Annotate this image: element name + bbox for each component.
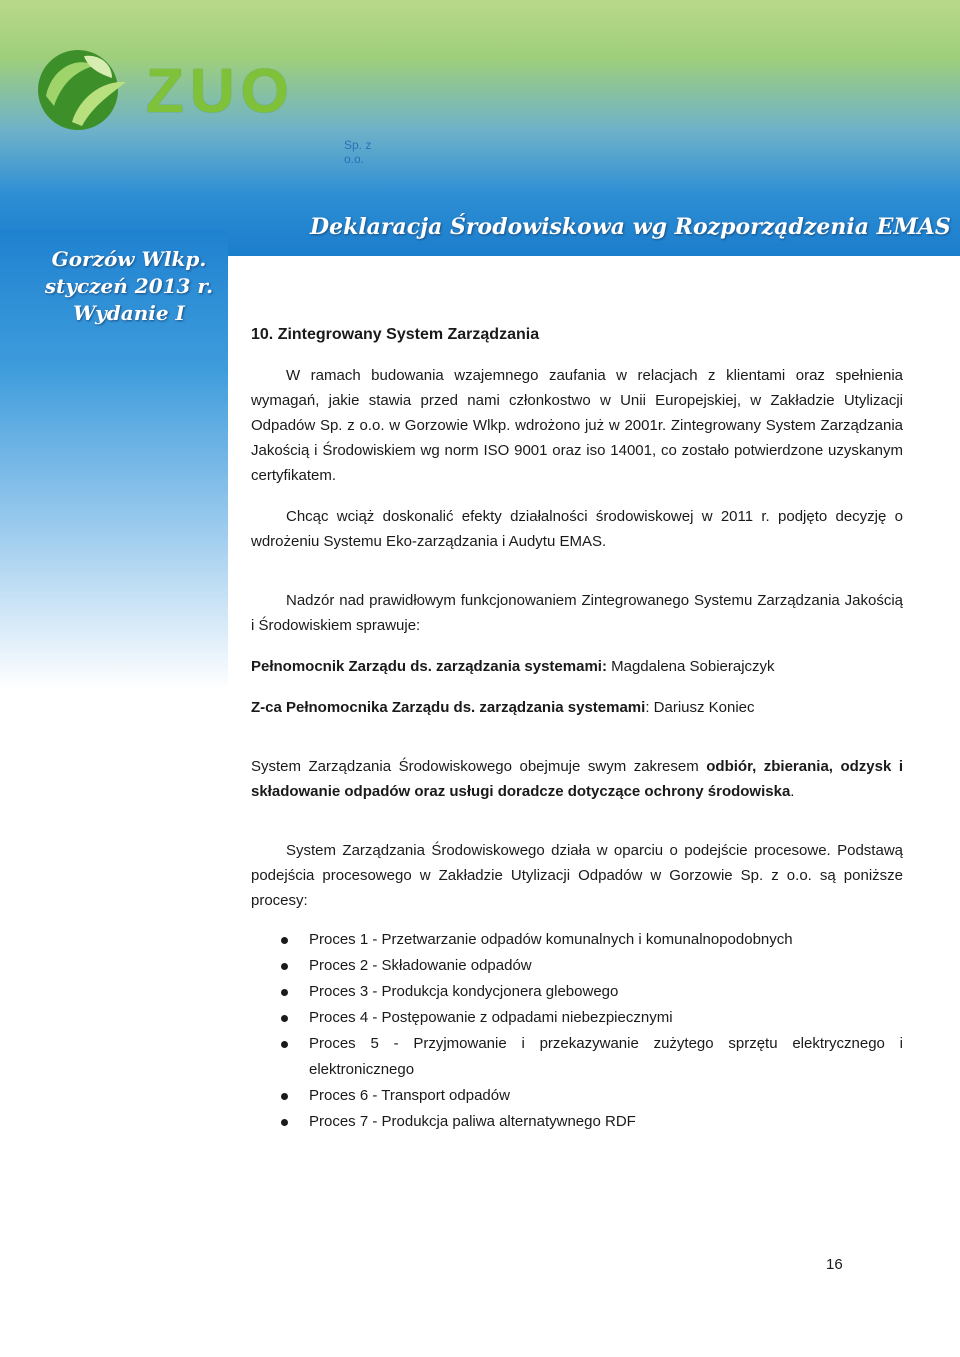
paragraph-intro: W ramach budowania wzajemnego zaufania w relacjach z klientami oraz spełnienia wymagań, jakie stawia przed nami członkostwo w Unii Europejskiej, w Zakładzie Utylizacji Odpadów Sp. z o.o. w Gorzowie Wlkp. wdrożono już w 2001r. Zintegrowany System Zarządzania Jakością i Środowiskiem wg norm ISO 9001 oraz iso 14001, co zostało potwierdzone uzyskanym certyfikatem. [251, 367, 903, 484]
logo-wordmark: ZUO [146, 57, 295, 126]
document-content [251, 322, 903, 1135]
bullet-icon [281, 963, 288, 970]
bullet-icon [281, 1015, 288, 1022]
banner-title: Deklaracja Środowiskowa wg Rozporządzenia EMAS [310, 214, 951, 240]
logo-subtitle: Sp. z o.o. [344, 138, 372, 166]
scope-text: System Zarządzania Środowiskowego obejmuje swym zakresem [251, 758, 707, 775]
section-heading: 10. Zintegrowany System Zarządzania [251, 326, 540, 343]
scope-end: . [790, 783, 795, 800]
representative-1 [251, 654, 903, 679]
list-item: Proces 3 - Produkcja kondycjonera glebowego [251, 979, 903, 1005]
list-item: Proces 5 - Przyjmowanie i przekazywanie zużytego sprzętu elektrycznego i elektronicznego [251, 1031, 903, 1083]
list-item: Proces 2 - Składowanie odpadów [251, 953, 903, 979]
process-list [251, 927, 903, 1135]
representative-2-label: Z-ca Pełnomocnika Zarządu ds. zarządzania systemami [251, 699, 646, 716]
leaf-logo-icon [28, 44, 140, 134]
representative-1-name: Magdalena Sobierajczyk [606, 658, 775, 675]
side-line-location: Gorzów Wlkp. [51, 247, 207, 271]
representative-2 [251, 695, 903, 720]
list-item: Proces 6 - Transport odpadów [251, 1083, 903, 1109]
representative-2-name: : Dariusz Koniec [645, 699, 755, 716]
bullet-icon [281, 1119, 288, 1126]
side-line-edition: Wydanie I [73, 301, 185, 325]
paragraph-supervision: Nadzór nad prawidłowym funkcjonowaniem Zintegrowanego Systemu Zarządzania Jakością i Środowiskiem sprawuje: [251, 592, 903, 634]
paragraph-process-approach: System Zarządzania Środowiskowego działa w oparciu o podejście procesowe. Podstawą podejścia procesowego w Zakładzie Utylizacji Odpadów w Gorzowie Sp. z o.o. są poniższe procesy: [251, 842, 903, 909]
paragraph-emas: Chcąc wciąż doskonalić efekty działalności środowiskowej w 2011 r. podjęto decyzję o wdrożeniu Systemu Eko-zarządzania i Audytu EMAS. [251, 508, 903, 550]
paragraph-scope [251, 754, 903, 804]
bullet-icon [281, 937, 288, 944]
bullet-icon [281, 989, 288, 996]
page-number: 16 [826, 1256, 843, 1273]
bullet-icon [281, 1041, 288, 1048]
bullet-icon [281, 1093, 288, 1100]
representative-1-label: Pełnomocnik Zarządu ds. zarządzania systemami: [251, 658, 607, 675]
company-logo [28, 44, 388, 166]
list-item: Proces 7 - Produkcja paliwa alternatywnego RDF [251, 1109, 903, 1135]
list-item: Proces 4 - Postępowanie z odpadami niebezpiecznymi [251, 1005, 903, 1031]
scope-highlight: odbiór, zbierania, odzysk i składowanie odpadów oraz usługi doradcze dotyczące ochrony środowiska [251, 758, 903, 800]
list-item: Proces 1 - Przetwarzanie odpadów komunalnych i komunalnopodobnych [251, 927, 903, 953]
side-line-date: styczeń 2013 r. [44, 274, 214, 298]
side-caption [34, 246, 224, 327]
